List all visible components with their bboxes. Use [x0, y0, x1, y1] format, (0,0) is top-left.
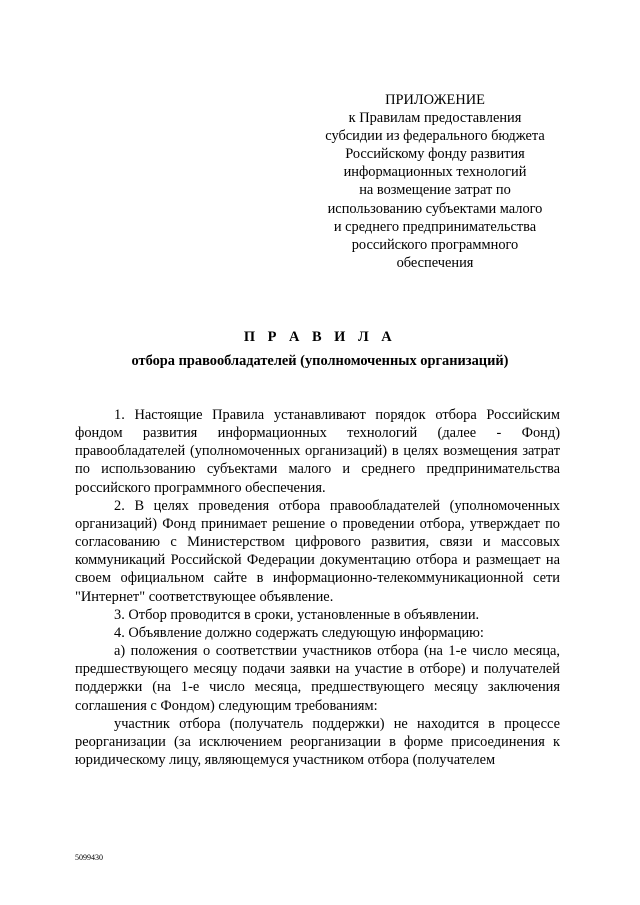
- paragraph-4: 4. Объявление должно содержать следующую информацию:: [114, 624, 484, 641]
- appendix-heading: ПРИЛОЖЕНИЕ: [385, 92, 485, 108]
- appendix-line: к Правилам предоставления: [348, 110, 522, 127]
- document-body: [75, 406, 560, 769]
- document-subtitle: отбора правообладателей (уполномоченных организаций): [131, 353, 509, 369]
- appendix-line: обеспечения: [396, 254, 474, 271]
- appendix-line: и среднего предпринимательства: [333, 218, 537, 235]
- paragraph-requirement-1: участник отбора (получатель поддержки) не находится в процессе реорганизации (за исключением реорганизации в форме присоединения к юридическому лицу, являющемуся участником отбора (получателем: [75, 715, 560, 768]
- sheet-number: 5099430: [75, 853, 103, 862]
- appendix-line: российского программного: [351, 236, 519, 253]
- appendix-line: Российскому фонду развития: [345, 146, 525, 163]
- appendix-line: информационных технологий: [343, 164, 527, 181]
- appendix-line: субсидии из федерального бюджета: [325, 128, 545, 145]
- paragraph-4a: а) положения о соответствии участников отбора (на 1-е число месяца, предшествующего месяцу подачи заявки на участие в отборе) и получателей поддержки (на 1-е число месяца, предшествующего месяцу заключения соглашения с Фондом) следующим требованиям:: [75, 643, 560, 714]
- document-title: П Р А В И Л А: [243, 329, 397, 345]
- paragraph-3: 3. Отбор проводится в сроки, установленные в объявлении.: [114, 606, 480, 623]
- appendix-line: на возмещение затрат по: [359, 182, 511, 199]
- appendix-line: использованию субъектами малого: [327, 200, 543, 217]
- appendix-block: [300, 91, 570, 272]
- paragraph-1: 1. Настоящие Правила устанавливают порядок отбора Российским фондом развития информационных технологий (далее - Фонд) правообладателей (уполномоченных организаций) в целях возмещения затрат по использованию субъектами малого и среднего предпринимательства российского программного обеспечения.: [75, 407, 560, 496]
- paragraph-2: 2. В целях проведения отбора правообладателей (уполномоченных организаций) Фонд принимает решение о проведении отбора, утверждает по согласованию с Министерством цифрового развития, связи и массовых коммуникаций Российской Федерации документацию отбора и размещает на своем официальном сайте в информационно-телекоммуникационной сети "Интернет" соответствующее объявление.: [75, 497, 560, 605]
